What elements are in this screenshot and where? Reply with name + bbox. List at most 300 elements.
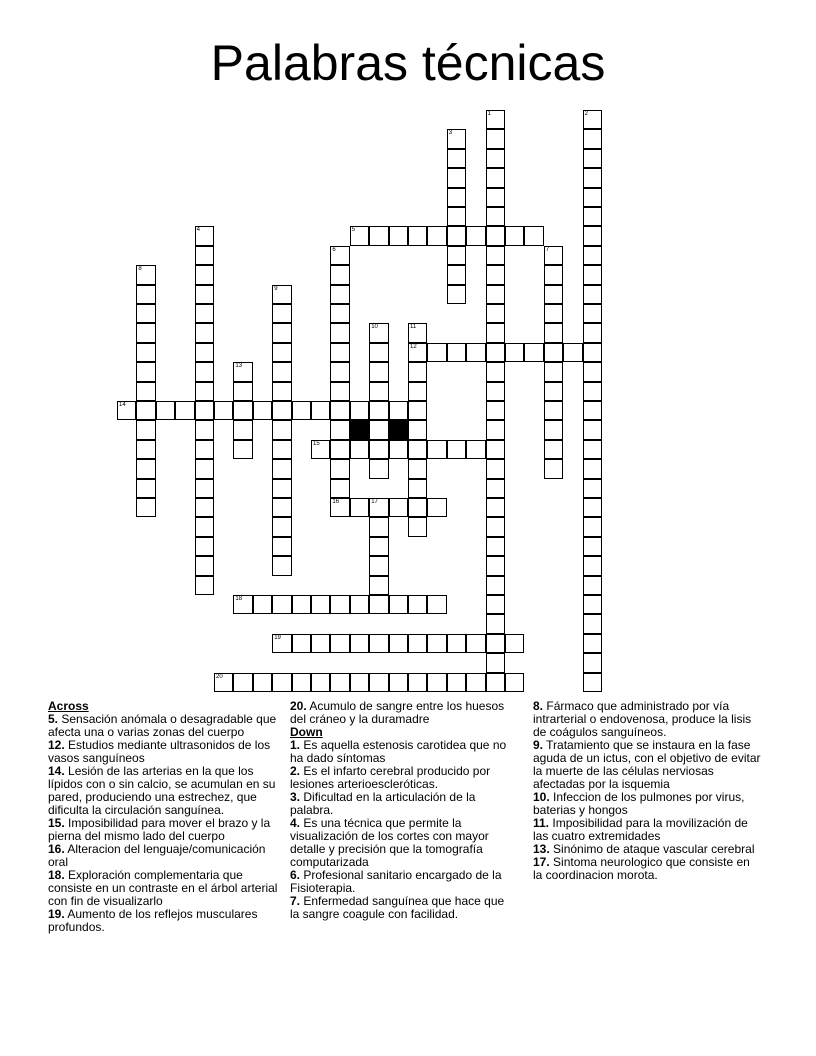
grid-cell[interactable] bbox=[427, 343, 446, 362]
grid-cell[interactable] bbox=[272, 401, 291, 420]
grid-cell[interactable] bbox=[583, 537, 602, 556]
grid-cell[interactable] bbox=[233, 382, 252, 401]
clue-number: 16. bbox=[48, 842, 65, 856]
clue-number: 14. bbox=[48, 764, 65, 778]
grid-cell[interactable] bbox=[447, 168, 466, 187]
grid-cell[interactable] bbox=[330, 265, 349, 284]
grid-cell[interactable] bbox=[408, 440, 427, 459]
grid-cell[interactable] bbox=[466, 440, 485, 459]
grid-cell[interactable] bbox=[583, 517, 602, 536]
grid-cell[interactable] bbox=[136, 479, 155, 498]
grid-cell[interactable] bbox=[583, 382, 602, 401]
grid-cell[interactable] bbox=[408, 634, 427, 653]
grid-cell[interactable] bbox=[156, 401, 175, 420]
grid-cell[interactable] bbox=[447, 246, 466, 265]
grid-cell[interactable] bbox=[486, 323, 505, 342]
grid-cell[interactable] bbox=[583, 226, 602, 245]
grid-cell[interactable] bbox=[447, 149, 466, 168]
grid-cell[interactable] bbox=[544, 265, 563, 284]
grid-cell[interactable] bbox=[544, 401, 563, 420]
grid-cell[interactable] bbox=[486, 420, 505, 439]
grid-cell[interactable] bbox=[195, 265, 214, 284]
grid-cell[interactable] bbox=[583, 362, 602, 381]
grid-cell[interactable] bbox=[389, 595, 408, 614]
grid-cell[interactable] bbox=[292, 595, 311, 614]
grid-cell[interactable] bbox=[272, 673, 291, 692]
grid-cell[interactable] bbox=[427, 595, 446, 614]
down-heading: Down bbox=[290, 725, 323, 739]
clue-text: Alteracion del lenguaje/comunicación oral bbox=[48, 842, 266, 869]
grid-cell[interactable] bbox=[272, 362, 291, 381]
clue-number-label: 2 bbox=[584, 111, 588, 117]
grid-cell[interactable] bbox=[505, 343, 524, 362]
grid-cell[interactable] bbox=[136, 440, 155, 459]
grid-cell[interactable] bbox=[408, 401, 427, 420]
grid-cell[interactable] bbox=[583, 304, 602, 323]
grid-cell[interactable] bbox=[136, 420, 155, 439]
grid-cell[interactable] bbox=[369, 576, 388, 595]
clue-number: 19. bbox=[48, 907, 65, 921]
grid-cell[interactable] bbox=[195, 517, 214, 536]
clue-item bbox=[290, 765, 515, 791]
grid-cell[interactable] bbox=[583, 343, 602, 362]
clue-number: 10. bbox=[533, 790, 550, 804]
grid-cell[interactable] bbox=[486, 614, 505, 633]
clue-number: 4. bbox=[290, 816, 301, 830]
clue-number-label: 1 bbox=[487, 111, 491, 117]
clue-text: Acumulo de sangre entre los huesos del cráneo y la duramadre bbox=[290, 699, 505, 726]
grid-cell[interactable] bbox=[408, 420, 427, 439]
black-cell bbox=[389, 420, 408, 439]
grid-cell[interactable] bbox=[583, 188, 602, 207]
grid-cell[interactable] bbox=[117, 401, 136, 420]
clue-item bbox=[290, 817, 515, 869]
clue-text: Lesión de las arterias en la que los lípidos con o sin calcio, se acumulan en su pared, produciendo una estrechez, que dificulta la circulación sanguínea. bbox=[48, 764, 276, 817]
grid-cell[interactable] bbox=[486, 226, 505, 245]
grid-cell[interactable] bbox=[330, 634, 349, 653]
grid-cell[interactable] bbox=[505, 226, 524, 245]
grid-cell[interactable] bbox=[427, 226, 446, 245]
grid-cell[interactable] bbox=[195, 479, 214, 498]
grid-cell[interactable] bbox=[583, 323, 602, 342]
across-heading: Across bbox=[48, 699, 89, 713]
grid-cell[interactable] bbox=[195, 498, 214, 517]
grid-cell[interactable] bbox=[408, 226, 427, 245]
grid-cell[interactable] bbox=[505, 634, 524, 653]
clue-text: Imposibilidad para la movilización de las cuatro extremidades bbox=[533, 816, 748, 843]
grid-cell[interactable] bbox=[233, 362, 252, 381]
grid-cell[interactable] bbox=[233, 401, 252, 420]
clue-text: Sinónimo de ataque vascular cerebral bbox=[553, 842, 755, 856]
grid-cell[interactable] bbox=[350, 634, 369, 653]
grid-cell[interactable] bbox=[350, 226, 369, 245]
grid-cell[interactable] bbox=[486, 498, 505, 517]
grid-cell[interactable] bbox=[486, 265, 505, 284]
grid-cell[interactable] bbox=[408, 498, 427, 517]
grid-cell[interactable] bbox=[524, 343, 543, 362]
grid-cell[interactable] bbox=[583, 110, 602, 129]
clue-number-label: 8 bbox=[138, 266, 142, 273]
grid-cell[interactable] bbox=[583, 285, 602, 304]
grid-cell[interactable] bbox=[233, 595, 252, 614]
grid-cell[interactable] bbox=[330, 362, 349, 381]
grid-cell[interactable] bbox=[486, 653, 505, 672]
clue-number: 17. bbox=[533, 855, 550, 869]
grid-cell[interactable] bbox=[486, 382, 505, 401]
grid-cell[interactable] bbox=[486, 673, 505, 692]
grid-cell[interactable] bbox=[466, 343, 485, 362]
clue-text: Fármaco que administrado por vía intrarterial o endovenosa, produce la lisis de coágulos sanguíneos. bbox=[533, 699, 752, 739]
grid-cell[interactable] bbox=[330, 440, 349, 459]
grid-cell[interactable] bbox=[408, 459, 427, 478]
grid-cell[interactable] bbox=[408, 343, 427, 362]
grid-cell[interactable] bbox=[136, 362, 155, 381]
clue-number: 1. bbox=[290, 738, 301, 752]
grid-cell[interactable] bbox=[175, 401, 194, 420]
grid-cell[interactable] bbox=[369, 401, 388, 420]
grid-cell[interactable] bbox=[369, 343, 388, 362]
grid-cell[interactable] bbox=[292, 401, 311, 420]
clue-number: 18. bbox=[48, 868, 65, 882]
grid-cell[interactable] bbox=[330, 459, 349, 478]
grid-cell[interactable] bbox=[486, 129, 505, 148]
grid-cell[interactable] bbox=[408, 517, 427, 536]
grid-cell[interactable] bbox=[447, 285, 466, 304]
grid-cell[interactable] bbox=[272, 382, 291, 401]
grid-cell[interactable] bbox=[272, 343, 291, 362]
grid-cell[interactable] bbox=[369, 440, 388, 459]
grid-cell[interactable] bbox=[369, 498, 388, 517]
clue-number-label: 18 bbox=[235, 596, 243, 602]
grid-cell[interactable] bbox=[544, 323, 563, 342]
grid-cell[interactable] bbox=[195, 304, 214, 323]
grid-cell[interactable] bbox=[466, 226, 485, 245]
clue-column-2 bbox=[290, 700, 515, 921]
grid-cell[interactable] bbox=[330, 382, 349, 401]
grid-cell[interactable] bbox=[330, 246, 349, 265]
grid-cell[interactable] bbox=[583, 595, 602, 614]
clue-item bbox=[48, 713, 284, 739]
grid-cell[interactable] bbox=[136, 459, 155, 478]
grid-cell[interactable] bbox=[272, 459, 291, 478]
grid-cell[interactable] bbox=[369, 634, 388, 653]
grid-cell[interactable] bbox=[447, 634, 466, 653]
grid-cell[interactable] bbox=[447, 226, 466, 245]
grid-cell[interactable] bbox=[330, 401, 349, 420]
grid-cell[interactable] bbox=[136, 382, 155, 401]
grid-cell[interactable] bbox=[408, 479, 427, 498]
grid-cell[interactable] bbox=[544, 459, 563, 478]
clue-number-label: 5 bbox=[351, 227, 356, 234]
grid-cell[interactable] bbox=[330, 595, 349, 614]
grid-cell[interactable] bbox=[195, 401, 214, 420]
grid-cell[interactable] bbox=[544, 382, 563, 401]
grid-cell[interactable] bbox=[330, 343, 349, 362]
grid-cell[interactable] bbox=[389, 498, 408, 517]
grid-cell[interactable] bbox=[544, 285, 563, 304]
grid-cell[interactable] bbox=[583, 401, 602, 420]
grid-cell[interactable] bbox=[486, 595, 505, 614]
clue-item bbox=[48, 765, 284, 817]
grid-cell[interactable] bbox=[583, 614, 602, 633]
grid-cell[interactable] bbox=[369, 517, 388, 536]
grid-cell[interactable] bbox=[195, 576, 214, 595]
clue-column-1 bbox=[48, 700, 284, 934]
grid-cell[interactable] bbox=[544, 362, 563, 381]
clue-number-label: 13 bbox=[235, 363, 243, 370]
grid-cell[interactable] bbox=[369, 323, 388, 342]
clue-number: 20. bbox=[290, 699, 307, 713]
grid-cell[interactable] bbox=[330, 420, 349, 439]
clue-item bbox=[533, 856, 761, 882]
grid-cell[interactable] bbox=[369, 459, 388, 478]
clue-text: Estudios mediante ultrasonidos de los vasos sanguíneos bbox=[48, 738, 271, 765]
clue-item bbox=[533, 739, 761, 791]
grid-cell[interactable] bbox=[486, 459, 505, 478]
clue-number-label: 4 bbox=[196, 227, 200, 234]
grid-cell[interactable] bbox=[486, 246, 505, 265]
grid-cell[interactable] bbox=[195, 343, 214, 362]
grid-cell[interactable] bbox=[233, 673, 252, 692]
grid-cell[interactable] bbox=[350, 440, 369, 459]
clue-text: Es una técnica que permite la visualización de los cortes con mayor detalle y precisión que la tomografía computarizada bbox=[290, 816, 489, 869]
grid-cell[interactable] bbox=[389, 673, 408, 692]
clue-text: Es el infarto cerebral producido por lesiones arterioescleróticas. bbox=[290, 764, 491, 791]
grid-cell[interactable] bbox=[136, 323, 155, 342]
grid-cell[interactable] bbox=[136, 343, 155, 362]
grid-cell[interactable] bbox=[427, 673, 446, 692]
grid-cell[interactable] bbox=[544, 420, 563, 439]
grid-cell[interactable] bbox=[350, 595, 369, 614]
grid-cell[interactable] bbox=[408, 323, 427, 342]
grid-cell[interactable] bbox=[544, 343, 563, 362]
clue-text: Tratamiento que se instaura en la fase aguda de un ictus, con el objetivo de evitar la muerte de las células nerviosas afectadas por la isquemia bbox=[533, 738, 761, 791]
grid-cell[interactable] bbox=[272, 537, 291, 556]
grid-cell[interactable] bbox=[272, 556, 291, 575]
grid-cell[interactable] bbox=[253, 401, 272, 420]
grid-cell[interactable] bbox=[369, 673, 388, 692]
black-cell bbox=[350, 420, 369, 439]
grid-cell[interactable] bbox=[583, 420, 602, 439]
grid-cell[interactable] bbox=[292, 634, 311, 653]
grid-cell[interactable] bbox=[136, 285, 155, 304]
grid-cell[interactable] bbox=[195, 459, 214, 478]
grid-cell[interactable] bbox=[350, 498, 369, 517]
grid-cell[interactable] bbox=[389, 634, 408, 653]
grid-cell[interactable] bbox=[195, 382, 214, 401]
grid-cell[interactable] bbox=[583, 576, 602, 595]
grid-cell[interactable] bbox=[369, 537, 388, 556]
grid-cell[interactable] bbox=[272, 498, 291, 517]
grid-cell[interactable] bbox=[583, 459, 602, 478]
grid-cell[interactable] bbox=[311, 401, 330, 420]
clue-number-label: 20 bbox=[216, 673, 223, 680]
clue-column-3 bbox=[533, 700, 761, 882]
grid-cell[interactable] bbox=[195, 285, 214, 304]
grid-cell[interactable] bbox=[195, 537, 214, 556]
clue-text: Es aquella estenosis carotidea que no ha dado síntomas bbox=[290, 738, 507, 765]
grid-cell[interactable] bbox=[369, 226, 388, 245]
grid-cell[interactable] bbox=[136, 304, 155, 323]
grid-cell[interactable] bbox=[233, 440, 252, 459]
grid-cell[interactable] bbox=[330, 304, 349, 323]
grid-cell[interactable] bbox=[195, 362, 214, 381]
clue-item bbox=[48, 739, 284, 765]
grid-cell[interactable] bbox=[583, 265, 602, 284]
grid-cell[interactable] bbox=[389, 440, 408, 459]
grid-cell[interactable] bbox=[583, 129, 602, 148]
grid-cell[interactable] bbox=[136, 265, 155, 284]
grid-cell[interactable] bbox=[408, 595, 427, 614]
grid-cell[interactable] bbox=[447, 129, 466, 148]
grid-cell[interactable] bbox=[583, 498, 602, 517]
grid-cell[interactable] bbox=[447, 343, 466, 362]
clue-number: 2. bbox=[290, 764, 301, 778]
grid-cell[interactable] bbox=[272, 304, 291, 323]
clue-number: 13. bbox=[533, 842, 550, 856]
grid-cell[interactable] bbox=[583, 673, 602, 692]
grid-cell[interactable] bbox=[389, 401, 408, 420]
clue-number-label: 19 bbox=[274, 634, 281, 641]
grid-cell[interactable] bbox=[330, 673, 349, 692]
clue-item bbox=[290, 700, 515, 726]
grid-cell[interactable] bbox=[583, 479, 602, 498]
grid-cell[interactable] bbox=[214, 401, 233, 420]
clue-number: 15. bbox=[48, 816, 65, 830]
grid-cell[interactable] bbox=[447, 265, 466, 284]
grid-cell[interactable] bbox=[311, 673, 330, 692]
grid-cell[interactable] bbox=[486, 634, 505, 653]
grid-cell[interactable] bbox=[330, 323, 349, 342]
clue-number-label: 15 bbox=[313, 440, 320, 447]
clue-number: 11. bbox=[533, 816, 550, 830]
grid-cell[interactable] bbox=[311, 595, 330, 614]
clue-text: Enfermedad sanguínea que hace que la sangre coagule con facilidad. bbox=[290, 894, 505, 921]
clue-number-label: 7 bbox=[545, 246, 550, 253]
grid-cell[interactable] bbox=[486, 188, 505, 207]
grid-cell[interactable] bbox=[272, 285, 291, 304]
grid-cell[interactable] bbox=[486, 149, 505, 168]
grid-cell[interactable] bbox=[272, 517, 291, 536]
clue-number-label: 14 bbox=[119, 402, 126, 408]
clue-number-label: 9 bbox=[274, 285, 278, 292]
grid-cell[interactable] bbox=[195, 420, 214, 439]
grid-cell[interactable] bbox=[466, 673, 485, 692]
grid-cell[interactable] bbox=[195, 246, 214, 265]
grid-cell[interactable] bbox=[408, 673, 427, 692]
grid-cell[interactable] bbox=[486, 304, 505, 323]
grid-cell[interactable] bbox=[583, 653, 602, 672]
clue-number-label: 3 bbox=[448, 130, 453, 137]
grid-cell[interactable] bbox=[486, 517, 505, 536]
grid-cell[interactable] bbox=[486, 207, 505, 226]
clue-number: 9. bbox=[533, 738, 544, 752]
grid-cell[interactable] bbox=[195, 556, 214, 575]
grid-cell[interactable] bbox=[486, 110, 505, 129]
grid-cell[interactable] bbox=[272, 420, 291, 439]
grid-cell[interactable] bbox=[136, 401, 155, 420]
grid-cell[interactable] bbox=[486, 401, 505, 420]
grid-cell[interactable] bbox=[272, 634, 291, 653]
grid-cell[interactable] bbox=[583, 246, 602, 265]
grid-cell[interactable] bbox=[524, 226, 543, 245]
grid-cell[interactable] bbox=[486, 440, 505, 459]
grid-cell[interactable] bbox=[544, 246, 563, 265]
grid-cell[interactable] bbox=[583, 440, 602, 459]
grid-cell[interactable] bbox=[272, 595, 291, 614]
grid-cell[interactable] bbox=[505, 673, 524, 692]
grid-cell[interactable] bbox=[369, 382, 388, 401]
grid-cell[interactable] bbox=[311, 440, 330, 459]
grid-cell[interactable] bbox=[369, 420, 388, 439]
grid-cell[interactable] bbox=[195, 323, 214, 342]
grid-cell[interactable] bbox=[583, 634, 602, 653]
grid-cell[interactable] bbox=[350, 673, 369, 692]
grid-cell[interactable] bbox=[583, 149, 602, 168]
grid-cell[interactable] bbox=[408, 362, 427, 381]
grid-cell[interactable] bbox=[563, 343, 582, 362]
grid-cell[interactable] bbox=[369, 556, 388, 575]
grid-cell[interactable] bbox=[544, 440, 563, 459]
grid-cell[interactable] bbox=[253, 673, 272, 692]
grid-cell[interactable] bbox=[330, 285, 349, 304]
grid-cell[interactable] bbox=[330, 498, 349, 517]
grid-cell[interactable] bbox=[486, 576, 505, 595]
grid-cell[interactable] bbox=[486, 343, 505, 362]
grid-cell[interactable] bbox=[427, 634, 446, 653]
grid-cell[interactable] bbox=[486, 168, 505, 187]
grid-cell[interactable] bbox=[447, 673, 466, 692]
grid-cell[interactable] bbox=[195, 226, 214, 245]
grid-cell[interactable] bbox=[195, 440, 214, 459]
grid-cell[interactable] bbox=[583, 168, 602, 187]
grid-cell[interactable] bbox=[292, 673, 311, 692]
grid-cell[interactable] bbox=[136, 498, 155, 517]
grid-cell[interactable] bbox=[583, 207, 602, 226]
grid-cell[interactable] bbox=[583, 556, 602, 575]
grid-cell[interactable] bbox=[447, 440, 466, 459]
clue-item bbox=[290, 869, 515, 895]
grid-cell[interactable] bbox=[272, 323, 291, 342]
clue-number-label: 10 bbox=[371, 324, 378, 331]
grid-cell[interactable] bbox=[486, 556, 505, 575]
grid-cell[interactable] bbox=[486, 537, 505, 556]
grid-cell[interactable] bbox=[447, 188, 466, 207]
grid-cell[interactable] bbox=[311, 634, 330, 653]
grid-cell[interactable] bbox=[486, 362, 505, 381]
grid-cell[interactable] bbox=[486, 285, 505, 304]
grid-cell[interactable] bbox=[350, 401, 369, 420]
grid-cell[interactable] bbox=[466, 634, 485, 653]
grid-cell[interactable] bbox=[408, 382, 427, 401]
grid-cell[interactable] bbox=[330, 479, 349, 498]
clue-text: Aumento de los reflejos musculares profundos. bbox=[48, 907, 258, 934]
grid-cell[interactable] bbox=[544, 304, 563, 323]
grid-cell[interactable] bbox=[389, 226, 408, 245]
grid-cell[interactable] bbox=[486, 479, 505, 498]
grid-cell[interactable] bbox=[427, 440, 446, 459]
grid-cell[interactable] bbox=[427, 498, 446, 517]
grid-cell[interactable] bbox=[214, 673, 233, 692]
grid-cell[interactable] bbox=[447, 207, 466, 226]
clue-text: Sintoma neurologico que consiste en la coordinacion morota. bbox=[533, 855, 750, 882]
grid-cell[interactable] bbox=[369, 595, 388, 614]
grid-cell[interactable] bbox=[272, 479, 291, 498]
grid-cell[interactable] bbox=[369, 362, 388, 381]
grid-cell[interactable] bbox=[253, 595, 272, 614]
grid-cell[interactable] bbox=[233, 420, 252, 439]
grid-cell[interactable] bbox=[272, 440, 291, 459]
